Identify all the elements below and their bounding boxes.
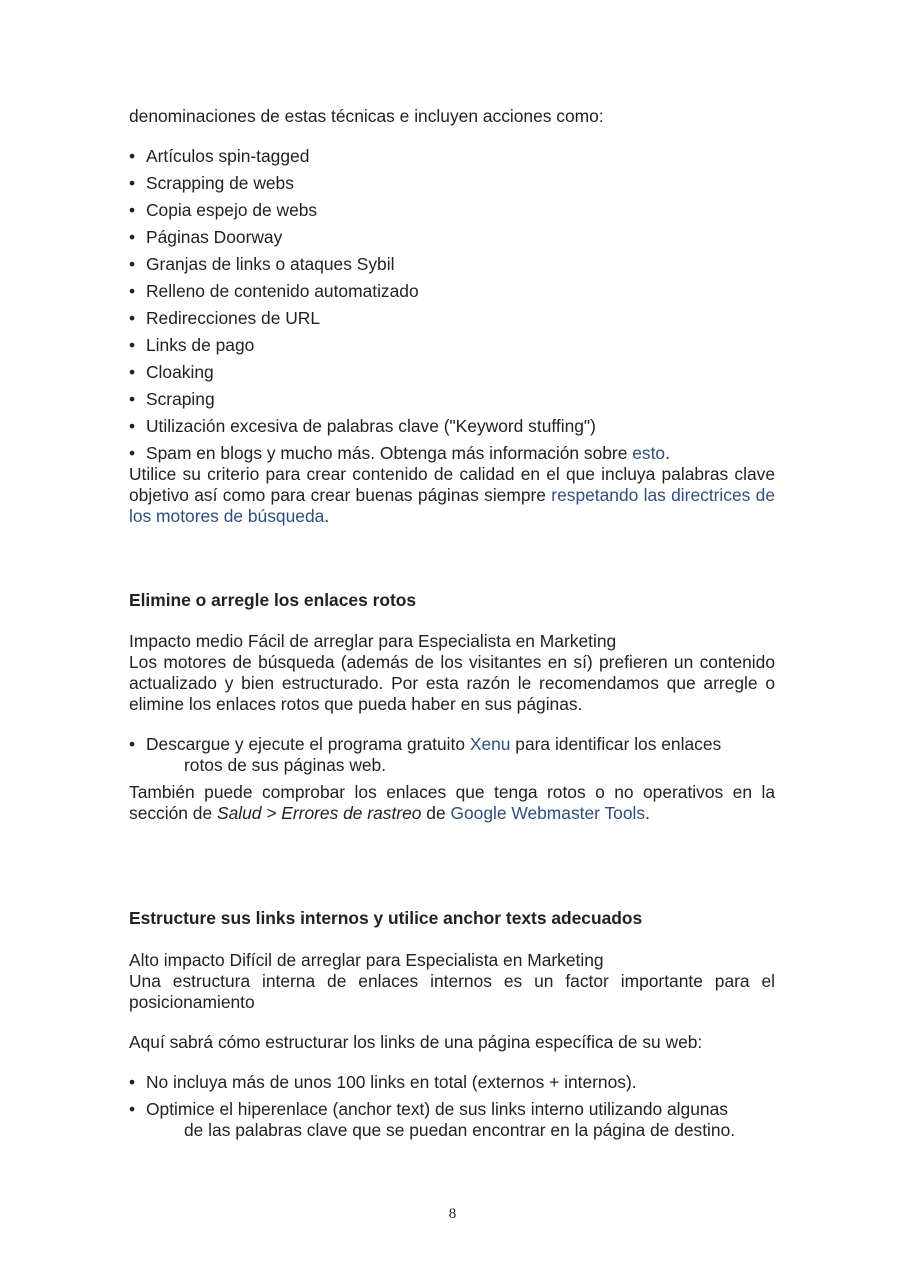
criteria-end: . bbox=[324, 506, 330, 526]
xenu-continuation: rotos de sus páginas web. bbox=[184, 755, 387, 775]
xenu-link[interactable]: Xenu bbox=[469, 734, 511, 754]
section-lead: Aquí sabrá cómo estructurar los links de una página específica de su web: bbox=[129, 1032, 703, 1052]
list-item: • Páginas Doorway bbox=[129, 227, 775, 248]
internal-links-list bbox=[129, 1072, 775, 1141]
section-heading-broken-links: Elimine o arregle los enlaces rotos bbox=[129, 590, 417, 610]
broken-links-list bbox=[129, 734, 775, 776]
xenu-pre: Descargue y ejecute el programa gratuito bbox=[146, 734, 470, 754]
esto-link[interactable]: esto bbox=[632, 443, 666, 463]
section-meta: Impacto medio Fácil de arreglar para Especialista en Marketing bbox=[129, 631, 617, 651]
anchor-text-main: Optimice el hiperenlace (anchor text) de sus links interno utilizando algunas bbox=[146, 1099, 728, 1119]
section-meta: Alto impacto Difícil de arreglar para Especialista en Marketing bbox=[129, 950, 604, 970]
webmaster-tools-link[interactable]: Google Webmaster Tools bbox=[450, 803, 646, 823]
list-item: • Scrapping de webs bbox=[129, 173, 775, 194]
list-item: • No incluya más de unos 100 links en total (externos + internos). bbox=[129, 1072, 775, 1093]
page-number: 8 bbox=[448, 1206, 457, 1222]
list-item: • Granjas de links o ataques Sybil bbox=[129, 254, 775, 275]
also-pre: También puede comprobar los enlaces que tenga rotos o no operativos en la sección de bbox=[129, 782, 775, 823]
list-item: • Copia espejo de webs bbox=[129, 200, 775, 221]
spam-text: Spam en blogs y mucho más. Obtenga más información sobre bbox=[146, 443, 633, 463]
spam-end: . bbox=[665, 443, 670, 463]
list-item-xenu bbox=[129, 734, 775, 776]
document-page bbox=[129, 106, 775, 1147]
list-item bbox=[129, 1099, 775, 1141]
intro-line: denominaciones de estas técnicas e incluyen acciones como: bbox=[129, 106, 604, 126]
section-heading-internal-links: Estructure sus links internos y utilice anchor texts adecuados bbox=[129, 908, 643, 928]
webmaster-paragraph bbox=[129, 782, 775, 824]
criteria-paragraph bbox=[129, 464, 775, 527]
list-item: • Artículos spin-tagged bbox=[129, 146, 775, 167]
list-item: • Cloaking bbox=[129, 362, 775, 383]
xenu-post: para identificar los enlaces bbox=[510, 734, 722, 754]
anchor-text-continuation: de las palabras clave que se puedan encontrar en la página de destino. bbox=[184, 1120, 736, 1140]
section-body: Una estructura interna de enlaces internos es un factor importante para el posicionamiento bbox=[129, 971, 775, 1012]
also-mid: de bbox=[421, 803, 451, 823]
techniques-list bbox=[129, 146, 775, 464]
criteria-text: Utilice su criterio para crear contenido de calidad en el que incluya palabras clave objetivo así como para crear buenas páginas siempre bbox=[129, 464, 775, 505]
crawl-errors-path: Salud > Errores de rastreo bbox=[216, 803, 422, 823]
list-item: • Utilización excesiva de palabras clave ("Keyword stuffing") bbox=[129, 416, 775, 437]
list-item: • Links de pago bbox=[129, 335, 775, 356]
section-body: Los motores de búsqueda (además de los visitantes en sí) prefieren un contenido actualizado y bien estructurado. Por esta razón le recomendamos que arregle o elimine los enlaces rotos que pueda haber en sus páginas. bbox=[129, 652, 775, 714]
also-end: . bbox=[645, 803, 650, 823]
guidelines-link[interactable]: respetando las directrices de los motores de búsqueda bbox=[129, 485, 775, 526]
list-item: • Scraping bbox=[129, 389, 775, 410]
list-item: • Redirecciones de URL bbox=[129, 308, 775, 329]
list-item-spam bbox=[129, 443, 775, 464]
list-item: • Relleno de contenido automatizado bbox=[129, 281, 775, 302]
